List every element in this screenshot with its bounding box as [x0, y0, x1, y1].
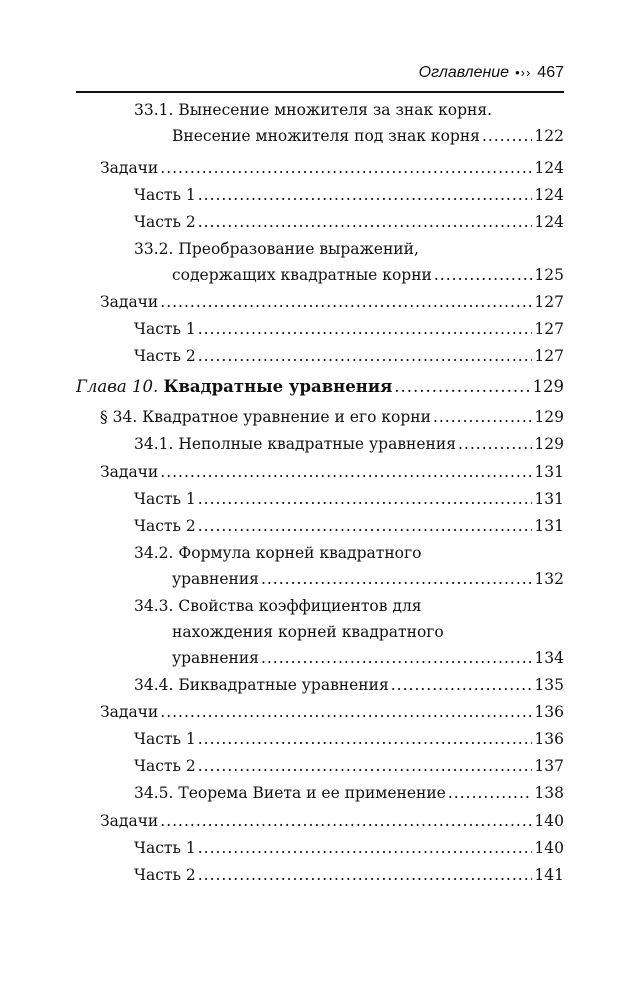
toc-entry-title: Часть 1	[134, 186, 196, 204]
toc-entry-title: 34.1. Неполные квадратные уравнения	[134, 435, 456, 453]
toc-line	[76, 374, 564, 400]
toc-entry-title: § 34. Квадратное уравнение и его корни	[100, 408, 431, 426]
toc-line	[172, 262, 564, 288]
toc-line	[134, 182, 564, 208]
toc-line	[134, 486, 564, 512]
toc-page-number: 131	[534, 463, 564, 481]
toc-entry-title: Часть 1	[134, 839, 196, 857]
toc-line	[134, 209, 564, 235]
toc-line	[134, 236, 564, 262]
toc-page-number: 131	[534, 517, 564, 535]
toc-page-number: 127	[534, 347, 564, 365]
toc-line	[134, 593, 564, 619]
toc-entry-title: Задачи	[100, 463, 159, 481]
toc-entry-title: 34.5. Теорема Виета и ее применение	[134, 784, 446, 802]
toc-entry-title: нахождения корней квадратного	[172, 623, 444, 641]
dot-leader	[198, 182, 533, 208]
toc-entry[interactable]	[134, 726, 564, 752]
toc-line	[134, 862, 564, 888]
toc-entry[interactable]	[134, 593, 564, 671]
dot-leader	[160, 459, 532, 485]
dot-leader	[160, 808, 532, 834]
toc-page-number: 136	[534, 730, 564, 748]
toc-line	[134, 672, 564, 698]
toc-entry-title: Часть 1	[134, 730, 196, 748]
header-rule	[76, 91, 564, 93]
toc-entry-title: Задачи	[100, 159, 159, 177]
dot-leader	[458, 431, 532, 457]
toc-page-number: 135	[534, 676, 564, 694]
toc-entry[interactable]	[134, 209, 564, 235]
toc-entry[interactable]	[134, 97, 564, 149]
toc-entry[interactable]	[134, 672, 564, 698]
running-header	[419, 64, 564, 82]
toc-entry[interactable]	[134, 316, 564, 342]
dot-leader	[198, 726, 533, 752]
toc-entry[interactable]	[100, 155, 564, 181]
toc-entry[interactable]	[134, 182, 564, 208]
toc-entry-title: Задачи	[100, 812, 159, 830]
toc-entry-title: Часть 2	[134, 517, 196, 535]
toc-line	[100, 459, 564, 485]
toc-entry-title: 34.3. Свойства коэффициентов для	[134, 597, 422, 615]
chapter-title: Квадратные уравнения	[163, 377, 393, 396]
toc-page-number: 140	[534, 839, 564, 857]
toc-page-number: 129	[534, 408, 564, 426]
header-title: Оглавление	[418, 64, 510, 81]
toc-entry-title: Задачи	[100, 703, 159, 721]
toc-line	[100, 808, 564, 834]
toc-page-number: 138	[534, 784, 564, 802]
toc-page-number: 124	[534, 159, 564, 177]
toc-line	[134, 431, 564, 457]
toc-entry[interactable]	[134, 486, 564, 512]
dot-leader	[198, 513, 533, 539]
toc-line	[100, 699, 564, 725]
toc-entry[interactable]	[134, 753, 564, 779]
toc-entry[interactable]	[100, 404, 564, 430]
toc-entry[interactable]	[134, 540, 564, 592]
dot-leader	[198, 343, 533, 369]
dot-leader	[482, 123, 532, 149]
toc-page-number: 127	[534, 320, 564, 338]
toc-page-number: 140	[534, 812, 564, 830]
toc-entry[interactable]	[134, 513, 564, 539]
toc-line	[134, 316, 564, 342]
toc-entry[interactable]	[100, 289, 564, 315]
toc-page-number: 129	[534, 435, 564, 453]
dot-leader	[261, 645, 532, 671]
toc-chapter-entry[interactable]	[76, 374, 564, 400]
dot-leader	[198, 753, 533, 779]
toc-entry[interactable]	[134, 343, 564, 369]
toc-page-number: 131	[534, 490, 564, 508]
toc-page-number: 134	[534, 649, 564, 667]
toc-entry[interactable]	[134, 862, 564, 888]
toc-entry-title: Часть 2	[134, 866, 196, 884]
toc-entry-title: 34.4. Биквадратные уравнения	[134, 676, 389, 694]
toc-page-number: 125	[534, 266, 564, 284]
toc-page-number: 141	[534, 866, 564, 884]
dot-leader	[394, 374, 530, 400]
toc-page-number: 122	[534, 127, 564, 145]
toc-entry-title: 33.1. Вынесение множителя за знак корня.	[134, 101, 493, 119]
toc-page-number: 132	[534, 570, 564, 588]
dot-leader	[160, 699, 532, 725]
toc-page-number: 137	[534, 757, 564, 775]
dot-leader	[198, 209, 533, 235]
toc-entry-title: Часть 2	[134, 757, 196, 775]
toc-entry-title: уравнения	[172, 649, 259, 667]
toc-line	[134, 780, 564, 806]
toc-line	[134, 343, 564, 369]
header-separator: •››	[515, 65, 532, 80]
toc-line	[134, 97, 564, 123]
toc-line	[172, 566, 564, 592]
toc-entry-title: Часть 2	[134, 213, 196, 231]
dot-leader	[160, 289, 532, 315]
toc-entry[interactable]	[134, 431, 564, 457]
toc-entry-title: Часть 2	[134, 347, 196, 365]
toc-entry-title: 33.2. Преобразование выражений,	[134, 240, 419, 258]
toc-entry-title: содержащих квадратные корни	[172, 266, 432, 284]
toc-entry-title: Часть 1	[134, 320, 196, 338]
toc-entry-title: Задачи	[100, 293, 159, 311]
toc-page-number: 127	[534, 293, 564, 311]
toc-page-number: 124	[534, 213, 564, 231]
dot-leader	[261, 566, 532, 592]
dot-leader	[391, 672, 533, 698]
dot-leader	[433, 404, 532, 430]
toc-entry[interactable]	[100, 459, 564, 485]
toc-line	[134, 835, 564, 861]
toc-line	[134, 513, 564, 539]
chapter-label: Глава 10.	[76, 377, 159, 396]
toc-entry-title: Внесение множителя под знак корня	[172, 127, 480, 145]
toc-entry-title: Часть 1	[134, 490, 196, 508]
toc-line	[172, 619, 564, 645]
dot-leader	[434, 262, 533, 288]
toc-line	[100, 155, 564, 181]
toc-line	[134, 540, 564, 566]
toc-entry[interactable]	[134, 835, 564, 861]
dot-leader	[198, 316, 533, 342]
dot-leader	[198, 486, 533, 512]
toc-page-number: 129	[532, 377, 564, 396]
toc-entry[interactable]	[134, 236, 564, 288]
dot-leader	[198, 862, 533, 888]
toc-line	[134, 753, 564, 779]
dot-leader	[448, 780, 533, 806]
dot-leader	[160, 155, 532, 181]
toc-entry-title: 34.2. Формула корней квадратного	[134, 544, 422, 562]
dot-leader	[198, 835, 533, 861]
toc-line	[172, 645, 564, 671]
toc-line	[100, 289, 564, 315]
toc-line	[134, 726, 564, 752]
toc-entry-title: уравнения	[172, 570, 259, 588]
toc-entry[interactable]	[134, 780, 564, 806]
toc-line	[100, 404, 564, 430]
toc-line	[172, 123, 564, 149]
toc-entry[interactable]	[100, 808, 564, 834]
header-page-number: 467	[537, 64, 564, 81]
toc-entry[interactable]	[100, 699, 564, 725]
toc-page-number: 124	[534, 186, 564, 204]
toc-page-number: 136	[534, 703, 564, 721]
